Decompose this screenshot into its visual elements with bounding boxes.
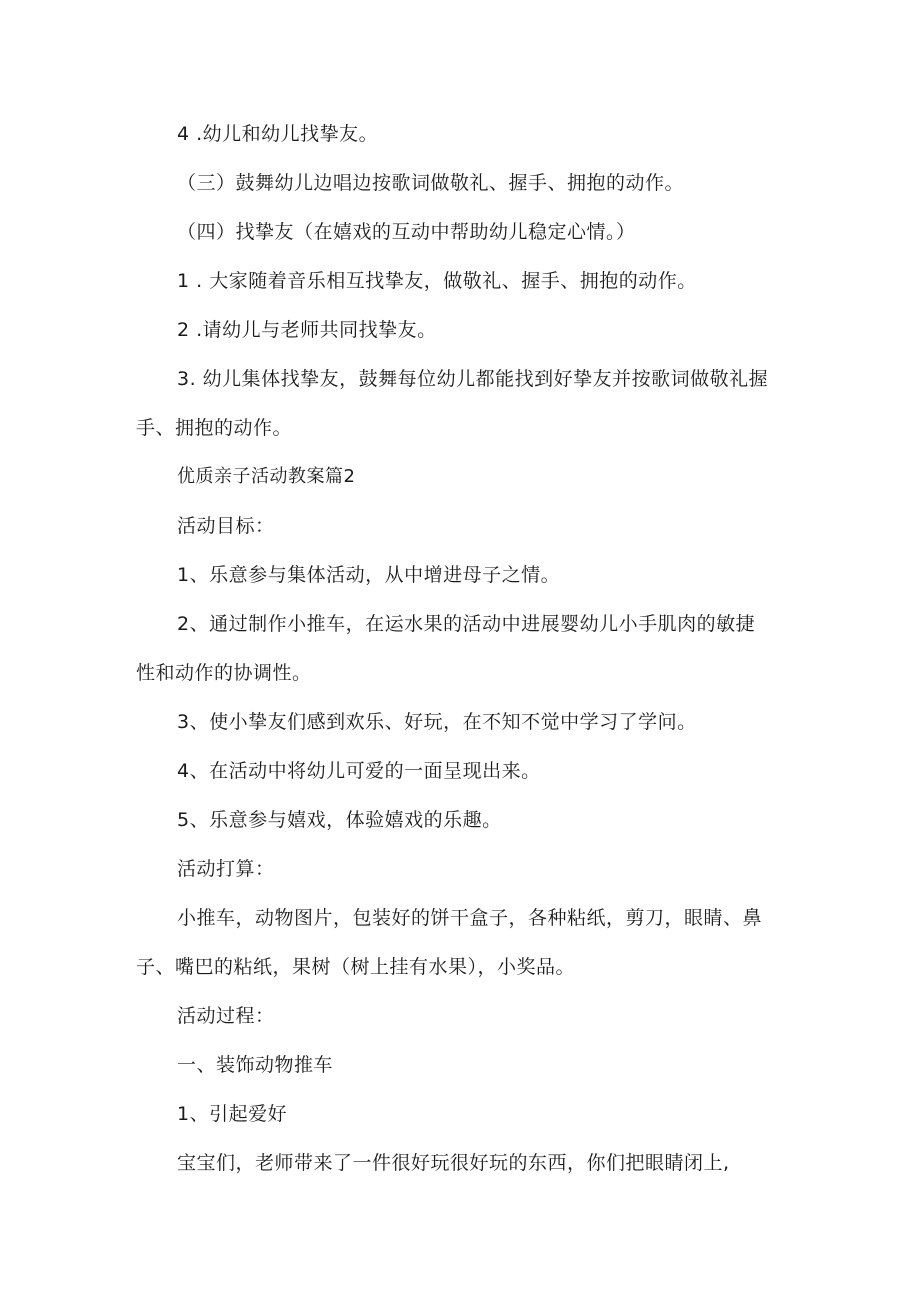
list-item-4: 4 .幼儿和幼儿找挚友。: [177, 123, 379, 145]
preparation-heading: 活动打算：: [177, 858, 275, 880]
process-heading: 活动过程：: [177, 1005, 275, 1027]
list-item-2: 2 .请幼儿与老师共同找挚友。: [177, 319, 437, 341]
preparation-text-continued: 子、嘴巴的粘纸，果树（树上挂有水果），小奖品。: [136, 956, 576, 978]
list-item-1: 1 . 大家随着音乐相互找挚友，做敬礼、握手、拥抱的动作。: [177, 270, 697, 292]
process-substep-1: 1、引起爱好: [177, 1103, 288, 1125]
goal-1: 1、乐意参与集体活动，从中增进母子之情。: [177, 564, 561, 586]
goal-2: 2、通过制作小推车，在运水果的活动中进展婴幼儿小手肌肉的敏捷: [177, 613, 756, 635]
section-heading: 优质亲子活动教案篇2: [177, 466, 356, 487]
section-three: （三）鼓舞幼儿边唱边按歌词做敬礼、握手、拥抱的动作。: [177, 172, 685, 194]
preparation-text: 小推车，动物图片，包装好的饼干盒子，各种粘纸，剪刀，眼睛、鼻: [177, 907, 763, 929]
goal-2-continued: 性和动作的协调性。: [136, 662, 312, 684]
section-four: （四）找挚友（在嬉戏的互动中帮助幼儿稳定心情。）: [177, 221, 636, 243]
list-item-3-continued: 手、拥抱的动作。: [136, 417, 293, 439]
goal-4: 4、在活动中将幼儿可爱的一面呈现出来。: [177, 760, 541, 782]
list-item-3: 3. 幼儿集体找挚友，鼓舞每位幼儿都能找到好挚友并按歌词做敬礼握: [177, 368, 769, 390]
process-text: 宝宝们，老师带来了一件很好玩很好玩的东西，你们把眼睛闭上,: [177, 1152, 730, 1174]
goals-heading: 活动目标：: [177, 515, 275, 537]
goal-3: 3、使小挚友们感到欢乐、好玩，在不知不觉中学习了学问。: [177, 711, 697, 733]
goal-5: 5、乐意参与嬉戏，体验嬉戏的乐趣。: [177, 809, 502, 831]
process-step-1: 一、装饰动物推车: [177, 1054, 334, 1076]
